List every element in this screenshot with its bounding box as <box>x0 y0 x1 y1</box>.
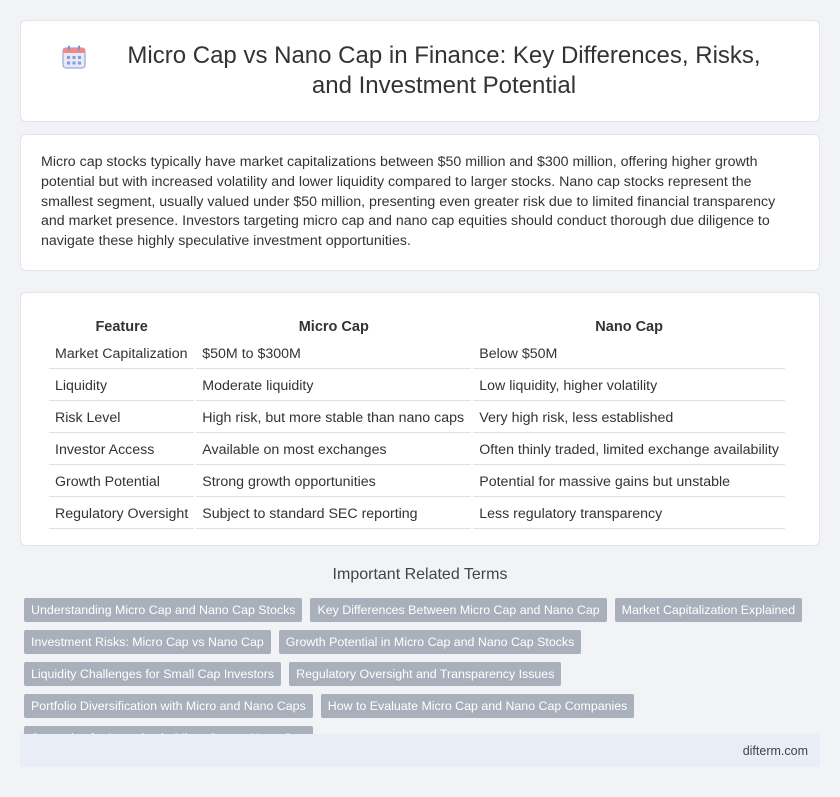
table-cell: Subject to standard SEC reporting <box>196 499 471 529</box>
comparison-table <box>47 313 787 531</box>
table-cell: Market Capitalization <box>49 339 194 369</box>
related-term-link[interactable]: Growth Potential in Micro Cap and Nano Cap Stocks <box>279 630 582 654</box>
header-micro-cap: Micro Cap <box>298 319 369 335</box>
related-term-link[interactable]: Understanding Micro Cap and Nano Cap Stocks <box>24 598 302 622</box>
footer <box>20 734 820 767</box>
table-row <box>49 403 785 433</box>
table-cell: Available on most exchanges <box>196 435 471 465</box>
table-row <box>49 339 785 369</box>
table-cell: High risk, but more stable than nano caps <box>196 403 471 433</box>
table-cell: Risk Level <box>49 403 194 433</box>
table-cell: $50M to $300M <box>196 339 471 369</box>
related-term-link[interactable]: Key Differences Between Micro Cap and Nano Cap <box>310 598 606 622</box>
calendar-grid-icon <box>61 44 87 70</box>
related-term-link[interactable]: Regulatory Oversight and Transparency Issues <box>289 662 561 686</box>
intro-card <box>20 134 820 271</box>
header-feature: Feature <box>95 319 148 335</box>
related-term-link[interactable]: Liquidity Challenges for Small Cap Investors <box>24 662 281 686</box>
table-row <box>49 371 785 401</box>
table-cell: Low liquidity, higher volatility <box>473 371 785 401</box>
table-row <box>49 435 785 465</box>
table-row <box>49 499 785 529</box>
related-term-link[interactable]: Market Capitalization Explained <box>615 598 803 622</box>
table-cell: Very high risk, less established <box>473 403 785 433</box>
footer-site-link[interactable]: difterm.com <box>742 743 808 758</box>
related-terms-title: Important Related Terms <box>332 566 508 583</box>
page-title: Micro Cap vs Nano Cap in Finance: Key Differences, Risks, and Investment Potential <box>127 42 761 99</box>
table-row <box>49 467 785 497</box>
header-nano-cap: Nano Cap <box>595 319 663 335</box>
table-header-row <box>49 315 785 337</box>
related-term-link[interactable]: How to Evaluate Micro Cap and Nano Cap Companies <box>321 694 635 718</box>
related-term-link[interactable]: Investment Risks: Micro Cap vs Nano Cap <box>24 630 271 654</box>
table-cell: Regulatory Oversight <box>49 499 194 529</box>
table-cell: Strong growth opportunities <box>196 467 471 497</box>
table-cell: Liquidity <box>49 371 194 401</box>
header-card <box>20 20 820 122</box>
table-cell: Potential for massive gains but unstable <box>473 467 785 497</box>
comparison-table-card <box>20 292 820 546</box>
related-term-link[interactable]: Portfolio Diversification with Micro and Nano Caps <box>24 694 313 718</box>
intro-paragraph: Micro cap stocks typically have market capitalizations between $50 million and $300 million, offering higher growth potential but with increased volatility and lower liquidity compared to larger stocks. Nano cap stocks represent the smallest segment, usually valued under $50 million, presenting even greater risk due to limited financial transparency and market presence. Investors targeting micro cap and nano cap equities should conduct thorough due diligence to navigate these highly speculative investment opportunities. <box>41 154 776 250</box>
table-cell: Often thinly traded, limited exchange availability <box>473 435 785 465</box>
table-cell: Moderate liquidity <box>196 371 471 401</box>
table-cell: Less regulatory transparency <box>473 499 785 529</box>
table-cell: Growth Potential <box>49 467 194 497</box>
table-cell: Investor Access <box>49 435 194 465</box>
table-cell: Below $50M <box>473 339 785 369</box>
related-terms-list <box>24 598 824 750</box>
